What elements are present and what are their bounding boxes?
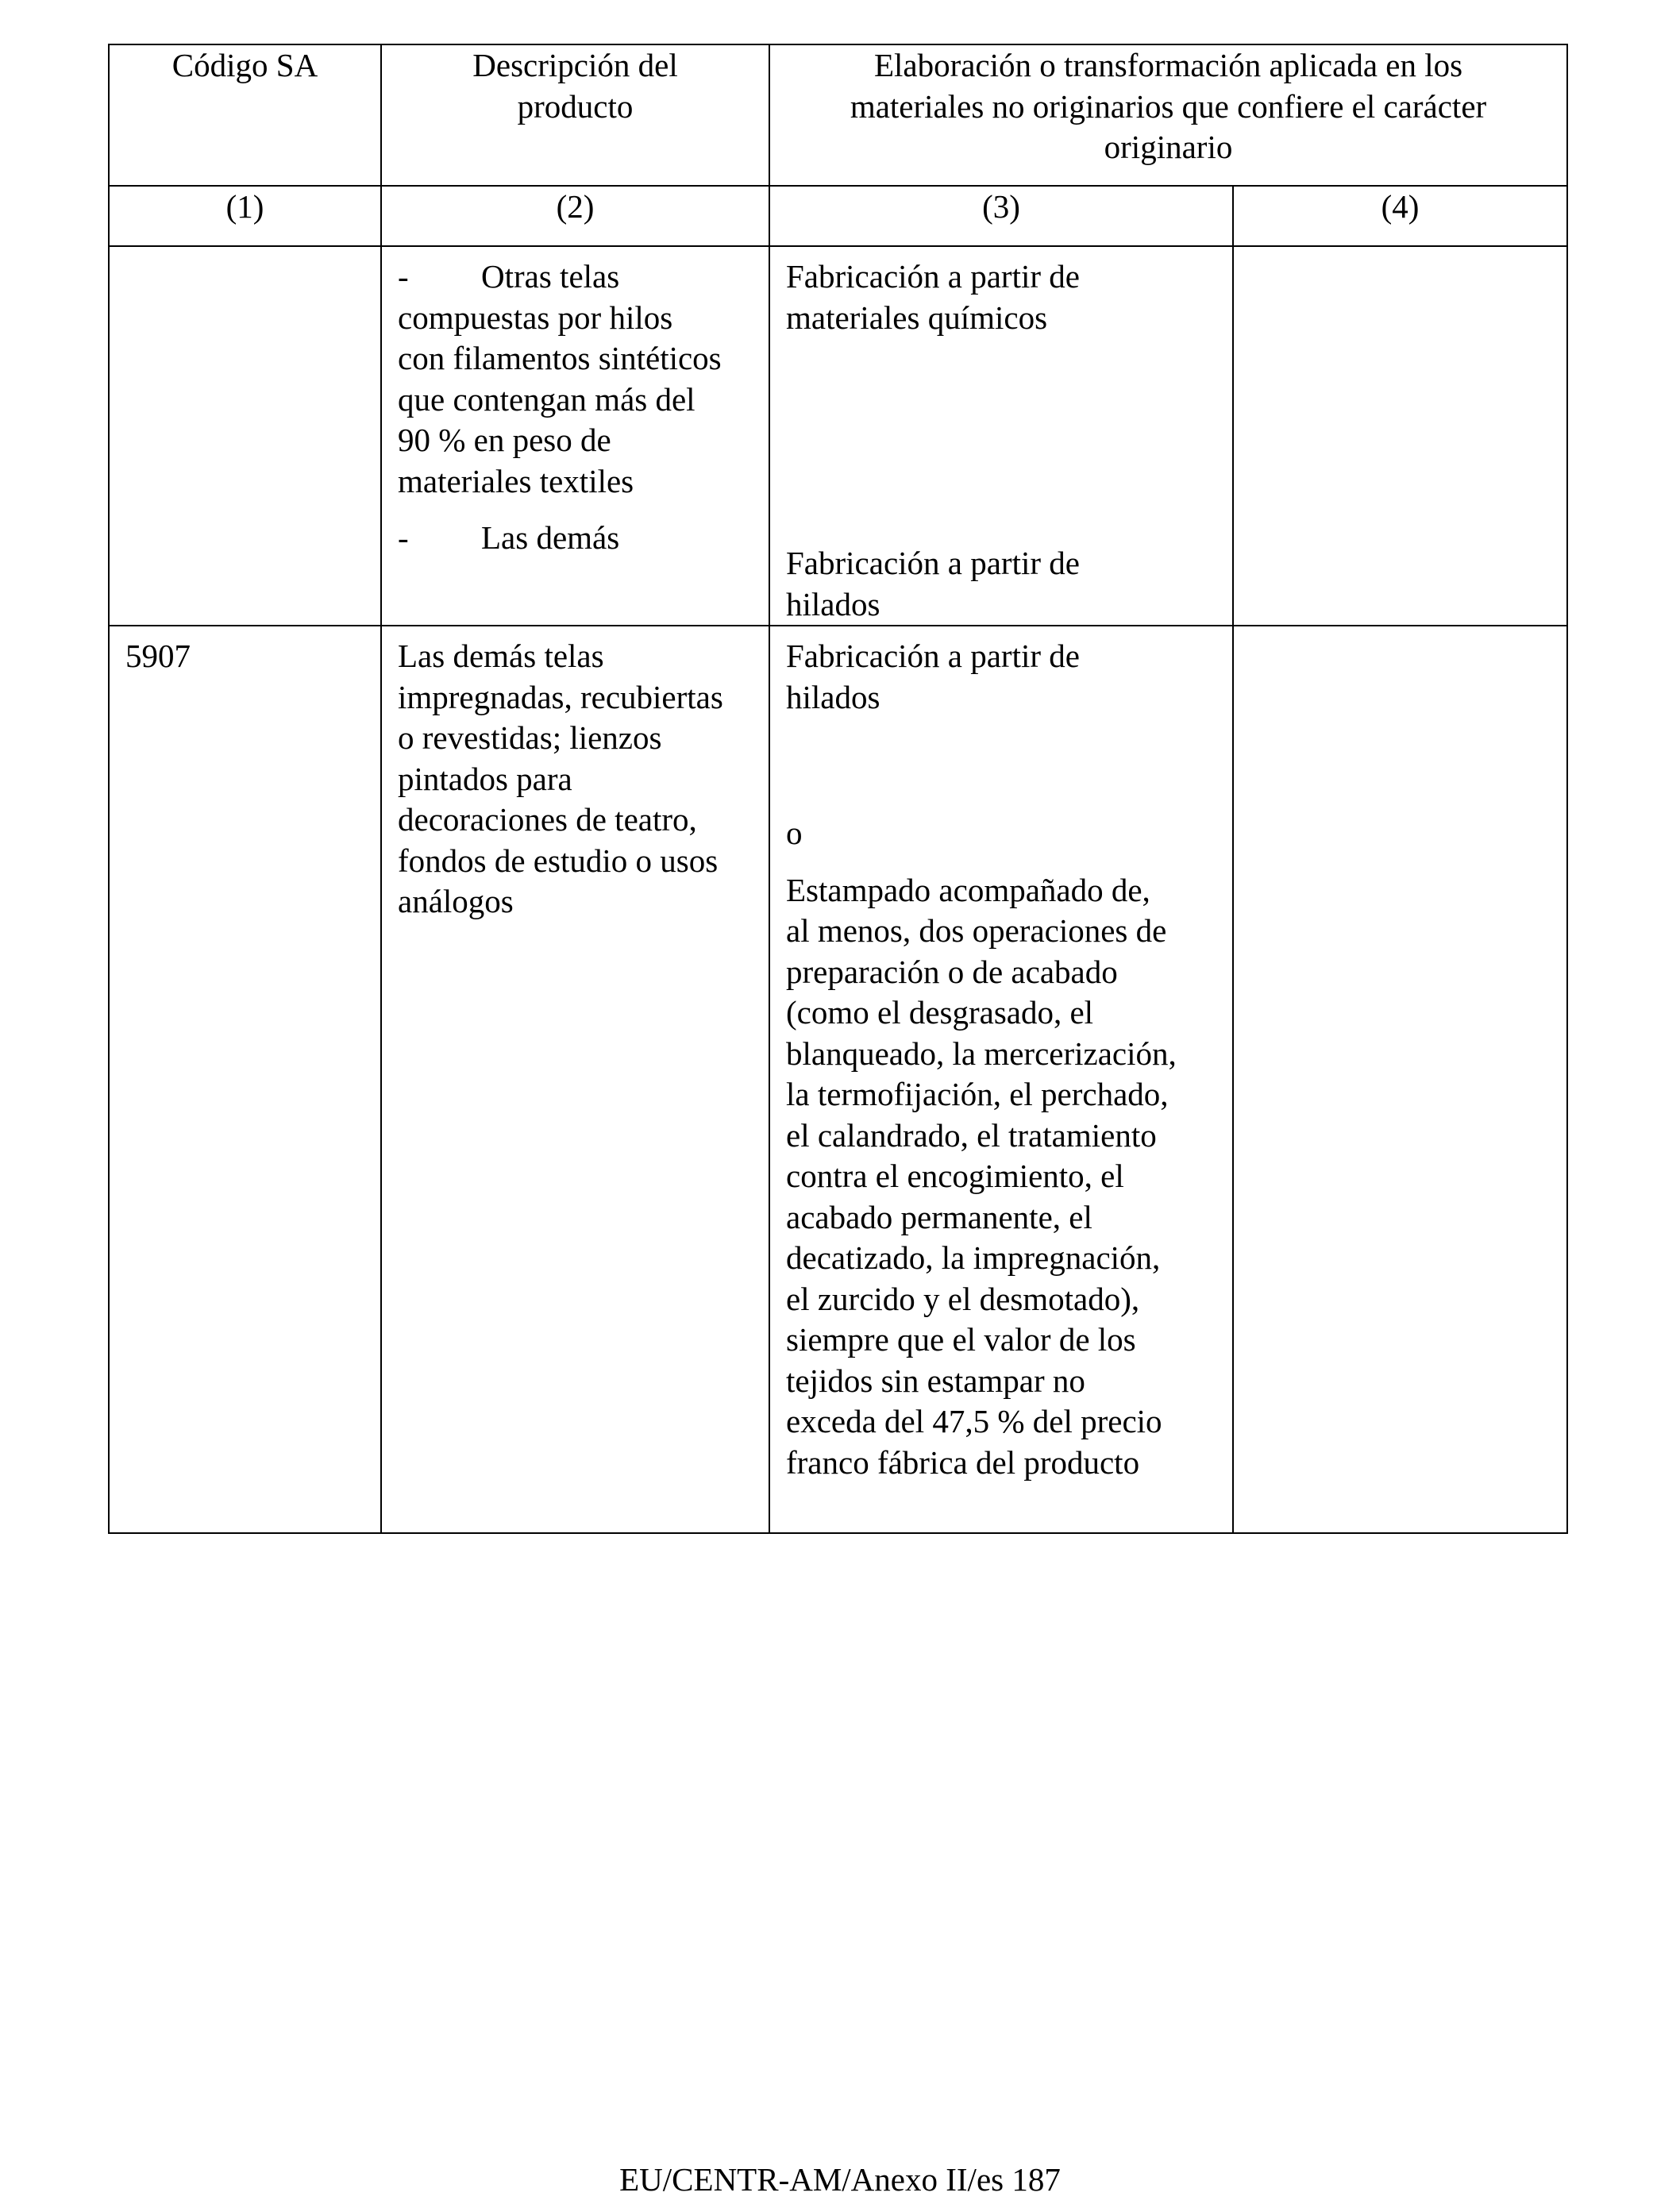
header-row — [109, 44, 1567, 186]
or-separator: o — [786, 815, 803, 851]
header-code: Código SA — [109, 44, 381, 186]
working-cell: Fabricación a partir de materiales químicos Fabricación a partir de hilados — [769, 246, 1233, 626]
col4-cell — [1233, 626, 1567, 1533]
list-item: - Las demás — [398, 519, 620, 556]
description-cell: Las demás telas impregnadas, recubiertas o revestidas; lienzos pintados para decoraciones de teatro, fondos de estudio o usos análogos — [381, 626, 769, 1533]
code-cell: 5907 — [109, 626, 381, 1533]
table-row — [109, 246, 1567, 626]
table-row — [109, 626, 1567, 1533]
column-number-2: (2) — [381, 186, 769, 246]
description-cell: - Otras telas compuestas por hilos con filamentos sintéticos que contengan más del 90 % en peso de materiales textiles - Las demás — [381, 246, 769, 626]
column-number-3: (3) — [769, 186, 1233, 246]
page-footer: EU/CENTR-AM/Anexo II/es 187 — [619, 2161, 1061, 2198]
header-description: Descripción del producto — [381, 44, 769, 186]
header-working: Elaboración o transformación aplicada en los materiales no originarios que confiere el carácter originario — [769, 44, 1567, 186]
column-number-1: (1) — [109, 186, 381, 246]
list-item: - Otras telas — [398, 258, 620, 295]
col4-cell — [1233, 246, 1567, 626]
code-cell — [109, 246, 381, 626]
working-cell: Fabricación a partir de hilados o Estampado acompañado de, al menos, dos operaciones de preparación o de acabado (como el desgrasado, el blanqueado, la mercerización, la termofijación, el perchado, el calandrado, el tratamiento contra el encogimiento, el acabado permanente, el decatizado, la impregnación, el zurcido y el desmotado), siempre que el valor de los tejidos sin estampar no exceda del 47,5 % del precio franco fábrica del producto — [769, 626, 1233, 1533]
origin-rules-table — [108, 44, 1568, 1534]
column-number-row — [109, 186, 1567, 246]
column-number-4: (4) — [1233, 186, 1567, 246]
